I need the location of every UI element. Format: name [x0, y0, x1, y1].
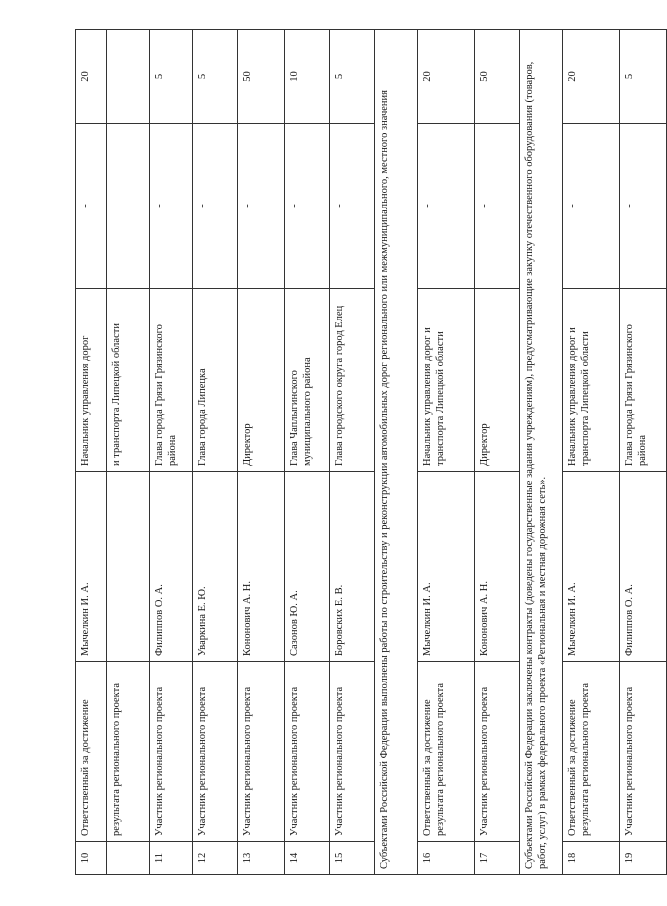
value-cell: 5	[193, 30, 238, 124]
table-row	[620, 30, 667, 875]
role-cell: Участник регионального проекта	[193, 662, 238, 842]
table-row	[150, 30, 193, 875]
value-cell: 50	[238, 30, 285, 124]
role-cell: Участник регионального проекта	[150, 662, 193, 842]
person-name-cell: Мычелкин И. А.	[563, 472, 620, 662]
person-name-cell	[107, 472, 150, 662]
value-cell: 5	[330, 30, 375, 124]
person-name-cell: Филиппов О. А.	[620, 472, 667, 662]
value-cell: 20	[418, 30, 475, 124]
section-heading: Субъектами Российской Федерации заключены контракты (доведены государственные задания учреждениям), предусматривающие закупку отечественного оборудования (товаров, работ, услуг) в рамках федерального проекта «Региональная и местная дорожная сеть».	[520, 30, 563, 875]
role-cell: Участник регионального проекта	[620, 662, 667, 842]
position-cell: Начальник управления дорог и транспорта Липецкой области	[563, 289, 620, 472]
position-cell: Глава города Грязи Грязинского района	[150, 289, 193, 472]
row-number: 15	[330, 842, 375, 875]
row-number: 18	[563, 842, 620, 875]
row-number: 16	[418, 842, 475, 875]
person-name-cell: Мычелкин И. А.	[76, 472, 107, 662]
rotated-page	[75, 30, 649, 875]
section-heading: Субъектами Российской Федерации выполнены работы по строительству и реконструкции автомобильных дорог регионального или межмуниципального, местного значения	[375, 30, 418, 875]
value-cell: 5	[620, 30, 667, 124]
value-cell: 20	[563, 30, 620, 124]
table-row	[285, 30, 330, 875]
person-name-cell: Сазонов Ю. А.	[285, 472, 330, 662]
table-row	[418, 30, 475, 875]
empty-mark-cell	[107, 124, 150, 289]
section-row	[375, 30, 418, 875]
table-row	[238, 30, 285, 875]
person-name-cell: Филиппов О. А.	[150, 472, 193, 662]
person-name-cell: Кононович А. Н.	[238, 472, 285, 662]
role-cell: Ответственный за достижение	[76, 662, 107, 842]
position-cell: Начальник управления дорог и транспорта Липецкой области	[418, 289, 475, 472]
table-row	[563, 30, 620, 875]
empty-mark-cell: -	[330, 124, 375, 289]
position-cell: Начальник управления дорог	[76, 289, 107, 472]
value-cell: 5	[150, 30, 193, 124]
person-name-cell: Кононович А. Н.	[475, 472, 520, 662]
table-row	[475, 30, 520, 875]
role-cell: Ответственный за достижение результата регионального проекта	[418, 662, 475, 842]
position-cell: Глава города Грязи Грязинского района	[620, 289, 667, 472]
row-number: 12	[193, 842, 238, 875]
empty-mark-cell: -	[475, 124, 520, 289]
table-row	[193, 30, 238, 875]
role-cell: Участник регионального проекта	[475, 662, 520, 842]
role-cell: Участник регионального проекта	[330, 662, 375, 842]
table-row-continuation	[107, 30, 150, 875]
row-number: 17	[475, 842, 520, 875]
empty-mark-cell: -	[193, 124, 238, 289]
role-cell: результата регионального проекта	[107, 662, 150, 842]
empty-mark-cell: -	[150, 124, 193, 289]
row-number: 13	[238, 842, 285, 875]
table-row	[330, 30, 375, 875]
position-cell: Директор	[475, 289, 520, 472]
empty-mark-cell: -	[76, 124, 107, 289]
row-number: 19	[620, 842, 667, 875]
value-cell: 50	[475, 30, 520, 124]
position-cell: Глава городского округа город Елец	[330, 289, 375, 472]
responsibility-table	[75, 29, 667, 875]
empty-mark-cell: -	[418, 124, 475, 289]
section-row	[520, 30, 563, 875]
row-number: 14	[285, 842, 330, 875]
person-name-cell: Боровских Е. В.	[330, 472, 375, 662]
empty-mark-cell: -	[620, 124, 667, 289]
row-number	[107, 842, 150, 875]
row-number: 11	[150, 842, 193, 875]
position-cell: Глава города Липецка	[193, 289, 238, 472]
role-cell: Участник регионального проекта	[285, 662, 330, 842]
value-cell: 10	[285, 30, 330, 124]
value-cell	[107, 30, 150, 124]
value-cell: 20	[76, 30, 107, 124]
row-number: 10	[76, 842, 107, 875]
empty-mark-cell: -	[238, 124, 285, 289]
person-name-cell: Уваркина Е. Ю.	[193, 472, 238, 662]
position-cell: Директор	[238, 289, 285, 472]
role-cell: Ответственный за достижение результата регионального проекта	[563, 662, 620, 842]
empty-mark-cell: -	[285, 124, 330, 289]
empty-mark-cell: -	[563, 124, 620, 289]
role-cell: Участник регионального проекта	[238, 662, 285, 842]
position-cell: и транспорта Липецкой области	[107, 289, 150, 472]
position-cell: Глава Чаплыгинского муниципального района	[285, 289, 330, 472]
table-row	[76, 30, 107, 875]
person-name-cell: Мычелкин И. А.	[418, 472, 475, 662]
